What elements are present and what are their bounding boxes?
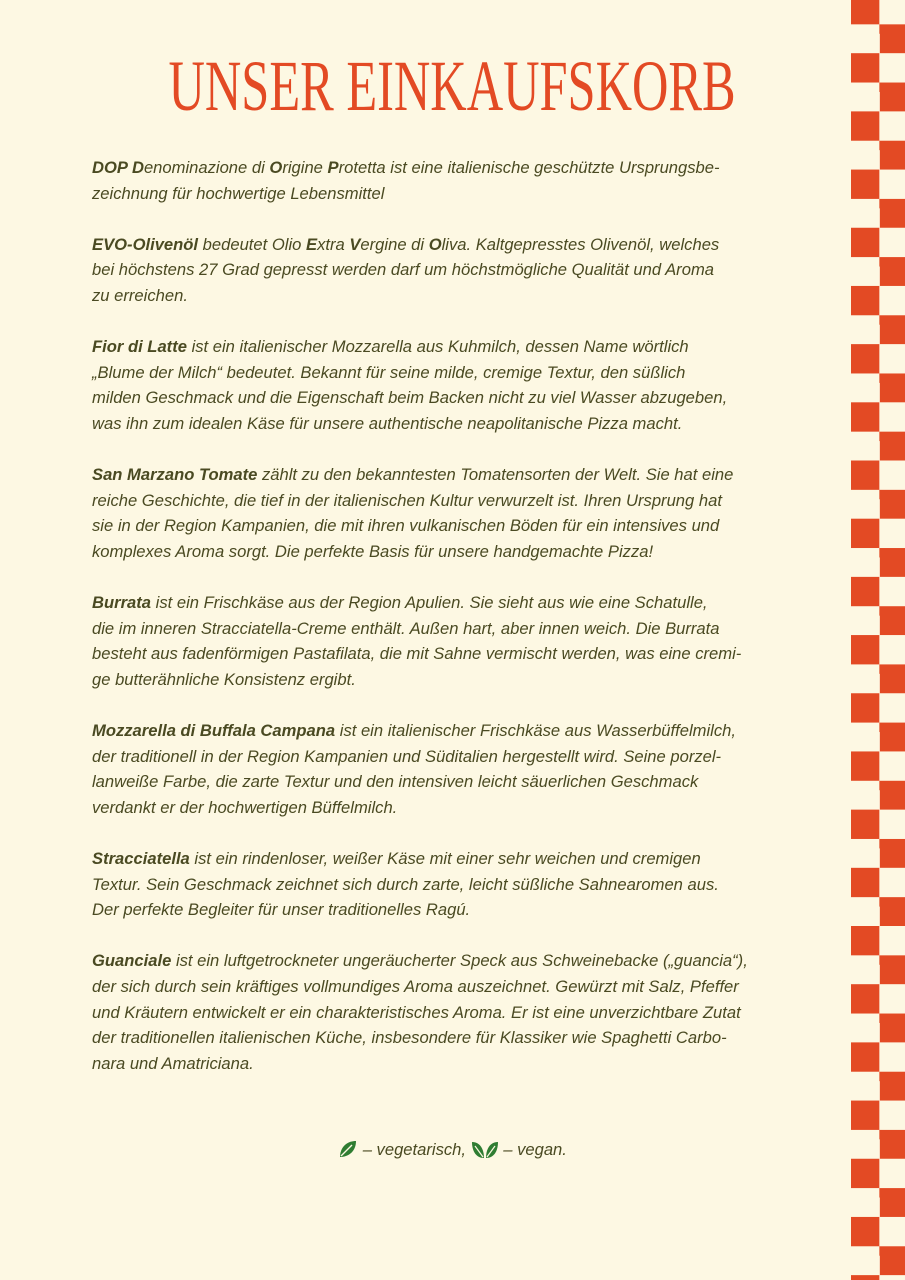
description-text: reiche Geschichte, die tief in der italienischen Kultur verwurzelt ist. Ihren Ursprung hat <box>92 490 722 510</box>
text-line <box>92 974 832 1000</box>
description-text: besteht aus fadenförmigen Pastafilata, die mit Sahne vermischt werden, was eine cremi- <box>92 644 742 664</box>
text-line <box>92 334 832 360</box>
description-text: lanweiße Farbe, die zarte Textur und den intensiven leicht säuerlichen Geschmack <box>92 772 699 792</box>
description-text: Der perfekte Begleiter für unser traditionelles Ragú. <box>92 900 471 920</box>
description-text: rigine <box>282 158 328 177</box>
text-line <box>92 590 832 616</box>
ingredient-term: V <box>349 234 361 254</box>
text-line <box>92 872 832 898</box>
text-line <box>92 1051 832 1077</box>
ingredient-term: Mozzarella di Buffala Campana <box>92 721 336 741</box>
double-leaf-icon <box>471 1139 499 1167</box>
description-text: „Blume der Milch“ bedeutet. Bekannt für seine milde, cremige Textur, den süßlich <box>92 362 686 382</box>
description-text: die im inneren Stracciatella-Creme enthält. Außen hart, aber innen weich. Die Burrata <box>92 618 720 638</box>
ingredient-term: DOP D <box>92 158 144 177</box>
description-text: Textur. Sein Geschmack zeichnet sich durch zarte, leicht süßliche Sahnearomen aus. <box>92 874 719 894</box>
text-line <box>92 744 832 770</box>
description-text: enominazione di <box>143 158 270 177</box>
description-text: rotetta ist eine italienische geschützte Ursprungsbe- <box>338 158 720 177</box>
checkerboard-border <box>851 0 905 1280</box>
vegan-label: – vegan. <box>498 1140 567 1159</box>
vegetarian-label: – vegetarisch, <box>358 1140 471 1159</box>
ingredient-term: E <box>305 234 318 254</box>
ingredient-term: Stracciatella <box>92 849 190 869</box>
ingredient-term: P <box>327 158 339 177</box>
ingredient-entry <box>92 590 832 692</box>
ingredient-entry <box>92 334 832 436</box>
text-line <box>92 385 832 411</box>
ingredient-term: O <box>428 234 442 254</box>
text-line <box>92 948 832 974</box>
description-text: der sich durch sein kräftiges vollmundiges Aroma auszeichnet. Gewürzt mit Salz, Pfeffer <box>92 977 739 996</box>
page-title <box>0 46 905 126</box>
description-text: was ihn zum idealen Käse für unsere authentische neapolitanische Pizza macht. <box>92 413 683 433</box>
description-text: ist ein luftgetrockneter ungeräucherter Speck aus Schweinebacke („guancia“), <box>171 951 748 971</box>
description-text: ge butterähnliche Konsistenz ergibt. <box>92 669 356 689</box>
description-text: liva. Kaltgepresstes Olivenöl, welches <box>441 234 720 254</box>
description-text: bedeutet Olio <box>198 234 306 254</box>
text-line <box>92 155 832 181</box>
ingredient-entry <box>92 155 832 206</box>
text-line <box>92 667 832 693</box>
description-text: ist ein italienischer Mozzarella aus Kuhmilch, dessen Name wörtlich <box>186 337 689 357</box>
text-line <box>92 513 832 539</box>
ingredient-glossary <box>92 155 832 1102</box>
description-text: zählt zu den bekanntesten Tomatensorten der Welt. Sie hat eine <box>257 465 734 485</box>
description-text: ist ein Frischkäse aus der Region Apulien. Sie sieht aus wie eine Schatulle, <box>151 593 708 613</box>
description-text: komplexes Aroma sorgt. Die perfekte Basis für unsere handgemachte Pizza! <box>92 541 654 561</box>
text-line <box>92 1000 832 1026</box>
ingredient-term: San Marzano Tomate <box>92 465 258 485</box>
text-line <box>92 462 832 488</box>
ingredient-entry <box>92 232 832 309</box>
description-text: zeichnung für hochwertige Lebensmittel <box>92 183 385 203</box>
description-text: ist ein rindenloser, weißer Käse mit einer sehr weichen und cremigen <box>189 849 701 869</box>
description-text: und Kräutern entwickelt er ein charakteristisches Aroma. Er ist eine unverzichtbare Zutat <box>92 1002 741 1022</box>
text-line <box>92 795 832 821</box>
single-leaf-icon <box>338 1139 358 1167</box>
text-line <box>92 232 832 258</box>
description-text: nara und Amatriciana. <box>92 1053 254 1073</box>
ingredient-term: O <box>269 158 283 177</box>
text-line <box>92 769 832 795</box>
text-line <box>92 257 832 283</box>
ingredient-term: Guanciale <box>92 951 172 971</box>
text-line <box>92 283 832 309</box>
ingredient-entry <box>92 718 832 820</box>
ingredient-term: EVO-Olivenöl <box>92 234 199 254</box>
description-text: der traditionell in der Region Kampanien und Süditalien hergestellt wird. Seine porzel- <box>92 746 722 766</box>
description-text: milden Geschmack und die Eigenschaft beim Backen nicht zu viel Wasser abzugeben, <box>92 388 728 408</box>
text-line <box>92 897 832 923</box>
ingredient-entry <box>92 846 832 923</box>
description-text: der traditionellen italienischen Küche, insbesondere für Klassiker wie Spaghetti Carbo- <box>92 1028 727 1048</box>
description-text: bei höchstens 27 Grad gepresst werden darf um höchstmögliche Qualität und Aroma <box>92 260 714 280</box>
text-line <box>92 488 832 514</box>
description-text: sie in der Region Kampanien, die mit ihren vulkanischen Böden für ein intensives und <box>92 516 720 536</box>
description-text: zu erreichen. <box>92 285 188 305</box>
text-line <box>92 360 832 386</box>
text-line <box>92 539 832 565</box>
text-line <box>92 846 832 872</box>
description-text: ist ein italienischer Frischkäse aus Wasserbüffelmilch, <box>335 721 736 741</box>
text-line <box>92 616 832 642</box>
text-line <box>92 1025 832 1051</box>
text-line <box>92 718 832 744</box>
ingredient-entry <box>92 462 832 564</box>
description-text: verdankt er der hochwertigen Büffelmilch. <box>92 797 398 817</box>
page-title-text: UNSER EINKAUFSKORB <box>168 46 737 126</box>
text-line <box>92 411 832 437</box>
ingredient-entry <box>92 948 832 1076</box>
ingredient-term: Fior di Latte <box>92 337 187 357</box>
ingredient-term: Burrata <box>92 593 152 613</box>
diet-legend <box>0 1137 905 1167</box>
text-line <box>92 641 832 667</box>
description-text: xtra <box>317 234 350 254</box>
description-text: ergine di <box>360 234 429 254</box>
text-line <box>92 181 832 207</box>
